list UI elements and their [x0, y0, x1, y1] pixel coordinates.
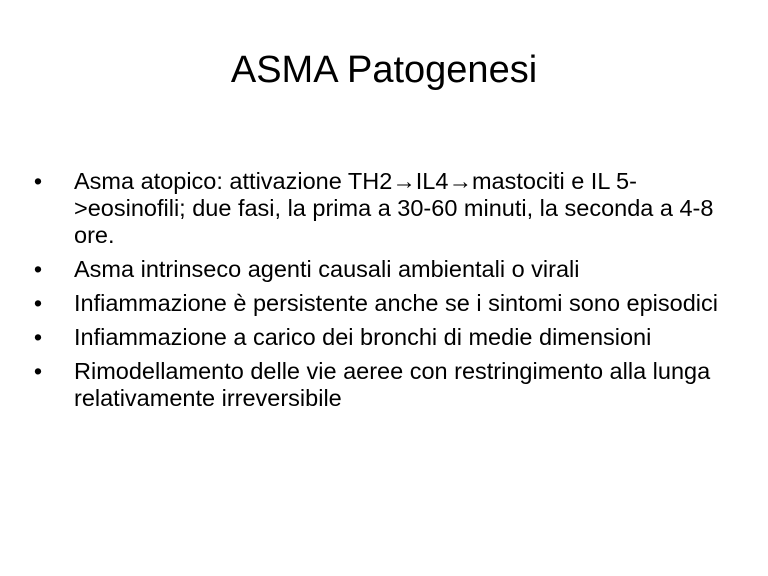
bullet-text: Asma intrinseco agenti causali ambientali o virali: [74, 256, 580, 282]
bullet-list: [28, 168, 738, 419]
bullet-dot-icon: •: [33, 290, 43, 316]
bullet-text: Asma atopico: attivazione TH2→IL4→mastociti e IL 5->eosinofili; due fasi, la prima a 30-60 minuti, la seconda a 4-8 ore.: [74, 168, 714, 248]
bullet-dot-icon: •: [33, 358, 43, 384]
slide-title: ASMA Patogenesi: [230, 49, 538, 91]
bullet-item-bronchi-inflammation: [28, 324, 738, 351]
bullet-text: Infiammazione a carico dei bronchi di medie dimensioni: [74, 324, 652, 350]
bullet-item-atopic-asthma: [28, 168, 738, 249]
bullet-dot-icon: •: [33, 168, 43, 194]
bullet-text: Infiammazione è persistente anche se i sintomi sono episodici: [74, 290, 718, 316]
bullet-text: Rimodellamento delle vie aeree con restringimento alla lunga relativamente irreversibile: [74, 358, 711, 411]
bullet-item-intrinsic-asthma: [28, 256, 738, 283]
bullet-dot-icon: •: [33, 256, 43, 282]
bullet-item-airway-remodeling: [28, 358, 738, 412]
bullet-item-persistent-inflammation: [28, 290, 738, 317]
bullet-dot-icon: •: [33, 324, 43, 350]
